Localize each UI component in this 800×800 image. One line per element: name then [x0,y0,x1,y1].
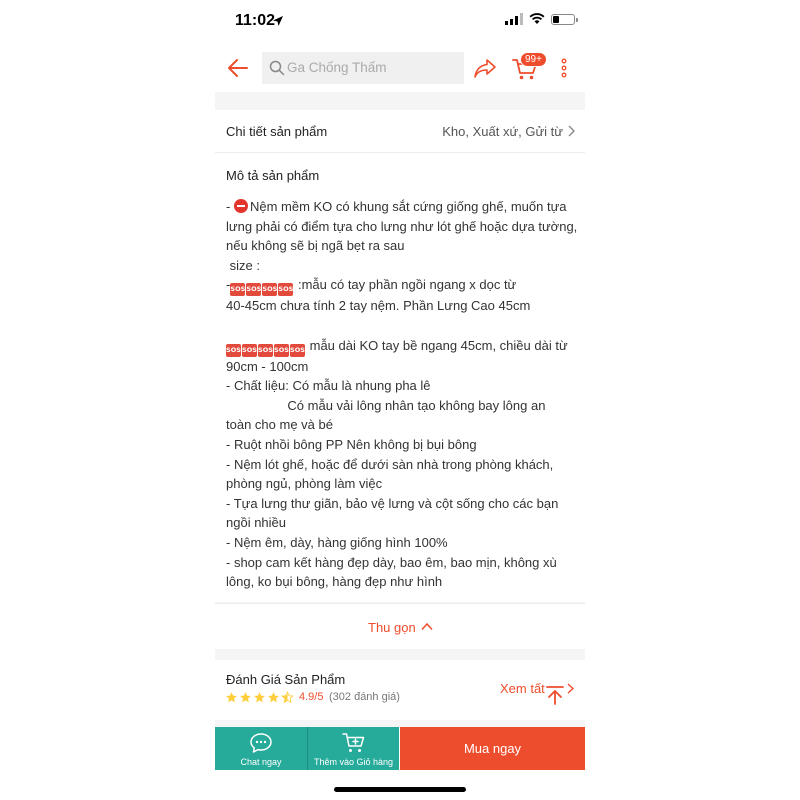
back-arrow-icon[interactable] [226,56,250,80]
product-details-value: Kho, Xuất xứ, Gửi từ [442,124,563,139]
product-details-row[interactable] [215,110,585,153]
product-details-label: Chi tiết sản phẩm [226,124,328,139]
search-input[interactable] [262,52,464,84]
rating-value: 4.9/5 [299,691,324,703]
chevron-right-icon [566,682,575,695]
add-to-cart-label: Thêm vào Giỏ hàng [313,757,394,767]
add-to-cart-icon [342,732,366,754]
sos-icon: SOS [262,283,277,296]
sos-icon: SOS [290,344,305,357]
status-icons [505,13,575,25]
desc-line-blank [226,316,578,336]
search-placeholder: Ga Chống Thấm [287,60,387,75]
product-description [215,153,585,602]
star-icon [239,691,252,704]
desc-line: SOSSOSSOSSOSSOS mẫu dài KO tay bề ngang 45cm, chiều dài từ [226,336,578,357]
rating-count: (302 đánh giá) [329,691,400,703]
desc-line: Có mẫu vải lông nhân tạo không bay lông an [226,397,546,413]
desc-line: - Tựa lưng thư giãn, bảo vệ lưng và cột sống cho các bạn [226,495,559,511]
chat-now-button[interactable] [215,727,307,770]
reviews-title: Đánh Giá Sản Phẩm [226,672,346,687]
sos-icon: SOS [258,344,273,357]
star-icon [253,691,266,704]
sos-icon: SOS [278,283,293,296]
more-options-icon[interactable] [556,58,572,78]
share-icon[interactable] [473,56,497,80]
desc-line: size : [226,257,260,273]
collapse-button[interactable] [215,603,585,649]
search-icon [269,60,285,76]
no-entry-icon [234,199,248,213]
chevron-right-icon [567,124,576,138]
rating-stars [225,691,294,704]
desc-line: toàn cho mẹ và bé [226,417,333,433]
desc-line: - Chất liệu: Có mẫu là nhung pha lê [226,378,431,394]
desc-line: phòng ngủ, phòng làm việc [226,476,383,492]
desc-line: - shop cam kết hàng đẹp dày, bao êm, bao mịn, không xù [226,554,557,570]
sos-icon: SOS [242,344,257,357]
chevron-up-icon [421,622,433,631]
desc-line: - Nệm êm, dày, hàng giống hình 100% [226,534,448,550]
location-arrow-icon [272,15,284,27]
cart-badge: 99+ [520,52,547,67]
sos-icon: SOS [226,344,241,357]
sos-icon: SOS [246,283,261,296]
battery-icon [551,14,575,25]
see-all-reviews-link[interactable]: Xem tất [500,681,545,696]
desc-line: - Ruột nhồi bông PP Nên không bị bụi bông [226,436,477,452]
status-time: 11:02 [235,12,276,29]
chat-icon [249,732,273,754]
desc-line: -SOSSOSSOSSOS :mẫu có tay phần ngồi ngang x dọc từ [226,275,578,296]
description-body [226,197,578,592]
chat-now-label: Chat ngay [240,757,282,767]
home-indicator[interactable] [334,787,466,792]
desc-line: lông, ko bụi bông, hàng đẹp như hình [226,574,443,590]
buy-now-button[interactable]: Mua ngay [400,727,585,770]
desc-line: - Nệm lót ghế, hoặc để dưới sàn nhà trong phòng khách, [226,456,554,472]
product-reviews [215,660,585,720]
description-title: Mô tả sản phẩm [226,168,320,183]
collapse-label: Thu gọn [368,620,416,635]
bottom-action-bar [215,727,585,770]
star-icon [267,691,280,704]
desc-line: ngồi nhiều [226,515,286,531]
desc-line: 90cm - 100cm [226,358,309,374]
desc-line: nếu không sẽ bị ngã bẹt ra sau [226,238,405,254]
star-icon [225,691,238,704]
scroll-to-top-icon[interactable] [544,684,566,706]
sos-icon: SOS [230,283,245,296]
desc-line: lưng phải có điểm tựa cho lưng như lót ghế hoặc dựa tường, [226,218,578,234]
desc-line: 40-45cm chưa tính 2 tay nệm. Phần Lưng Cao 45cm [226,298,531,314]
signal-icon [505,13,523,25]
half-star-icon [281,691,294,704]
desc-line: - Nệm mềm KO có khung sắt cứng giống ghế, muốn tựa [226,199,567,214]
add-to-cart-button[interactable] [307,727,399,770]
wifi-icon [529,13,545,25]
sos-icon: SOS [274,344,289,357]
